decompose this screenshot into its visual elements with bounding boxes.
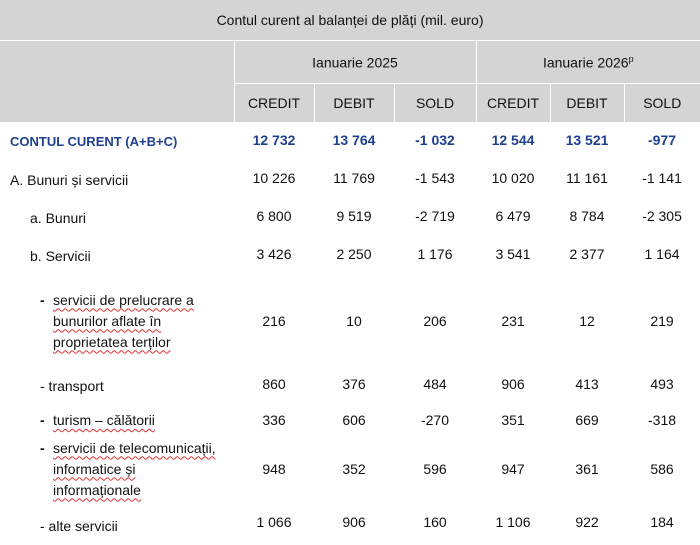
cell-value: 1 176 <box>417 246 453 262</box>
cell-value: 6 800 <box>256 208 292 224</box>
cell-value: 352 <box>342 461 366 477</box>
cell-value: 484 <box>423 376 447 392</box>
cell-value: -1 032 <box>415 132 455 148</box>
cell-value: 3 426 <box>256 246 292 262</box>
column-header-debit: DEBIT <box>314 84 394 123</box>
cell-value: 860 <box>262 376 286 392</box>
cell-value: 2 250 <box>336 246 372 262</box>
table-row <box>0 198 700 236</box>
cell-value: 606 <box>342 412 366 428</box>
cell-value: 12 544 <box>491 132 535 148</box>
row-label: CONTUL CURENT (A+B+C) <box>10 134 178 149</box>
row-label: b. Servicii <box>30 248 91 264</box>
cell-value: -2 305 <box>642 208 682 224</box>
column-header-sold: SOLD <box>624 84 700 123</box>
row-label: - servicii de prelucrare a bunurilor aflate în proprietatea terților <box>40 291 194 350</box>
period-header-2026: Ianuarie 2026$^p$ <box>476 41 700 84</box>
cell-value: 9 519 <box>336 208 372 224</box>
row-label: - turism – călătorii <box>40 412 155 428</box>
header-blank <box>0 41 234 123</box>
cell-value: 948 <box>262 461 286 477</box>
table-row <box>0 366 700 402</box>
cell-value: -1 543 <box>415 170 455 186</box>
cell-value: 12 <box>579 313 595 329</box>
cell-value: 596 <box>423 461 447 477</box>
cell-value: 6 479 <box>495 208 531 224</box>
table-row <box>0 236 700 276</box>
column-header-credit: CREDIT <box>234 84 314 123</box>
cell-value: -270 <box>420 412 450 428</box>
cell-value: 376 <box>342 376 366 392</box>
cell-value: 10 226 <box>252 170 296 186</box>
cell-value: 12 732 <box>252 132 296 148</box>
cell-value: 2 377 <box>569 246 605 262</box>
table-title: Contul curent al balanței de plăți (mil. euro) <box>216 12 484 28</box>
cell-value: 3 541 <box>495 246 531 262</box>
cell-value: 231 <box>501 313 525 329</box>
period-header-2025: Ianuarie 2025 <box>234 41 476 84</box>
cell-value: 13 764 <box>332 132 376 148</box>
cell-value: 1 106 <box>495 514 531 530</box>
table-row <box>0 402 700 434</box>
cell-value: 1 164 <box>644 246 680 262</box>
cell-value: 947 <box>501 461 525 477</box>
cell-value: 160 <box>423 514 447 530</box>
row-label: - transport <box>40 378 104 394</box>
cell-value: -977 <box>648 132 677 148</box>
cell-value: 922 <box>575 514 599 530</box>
column-header-credit: CREDIT <box>476 84 550 123</box>
row-label: - servicii de telecomunicații, informatice și informaționale <box>40 439 216 498</box>
cell-value: 351 <box>501 412 525 428</box>
cell-value: -2 719 <box>415 208 455 224</box>
cell-value: 10 020 <box>491 170 535 186</box>
row-label: a. Bunuri <box>30 210 87 226</box>
cell-value: 906 <box>501 376 525 392</box>
cell-value: 336 <box>262 412 286 428</box>
table-row <box>0 434 700 504</box>
cell-value: 13 521 <box>565 132 609 148</box>
cell-value: 184 <box>650 514 674 530</box>
cell-value: -1 141 <box>642 170 682 186</box>
cell-value: 216 <box>262 313 286 329</box>
table-row <box>0 160 700 198</box>
cell-value: 361 <box>575 461 599 477</box>
row-label: A. Bunuri și servicii <box>10 172 129 188</box>
cell-value: 8 784 <box>569 208 605 224</box>
table-row <box>0 122 700 160</box>
cell-value: 206 <box>423 313 447 329</box>
table-row <box>0 276 700 366</box>
row-label: - alte servicii <box>40 518 118 534</box>
cell-value: 11 769 <box>333 170 375 186</box>
cell-value: 413 <box>575 376 599 392</box>
column-header-sold: SOLD <box>394 84 476 123</box>
cell-value: 586 <box>650 461 674 477</box>
table-title-cell <box>0 0 700 41</box>
cell-value: 493 <box>650 376 674 392</box>
cell-value: 219 <box>650 313 674 329</box>
column-header-debit: DEBIT <box>550 84 624 123</box>
table-row <box>0 504 700 544</box>
cell-value: 669 <box>575 412 599 428</box>
cell-value: 10 <box>346 313 362 329</box>
cell-value: 11 161 <box>566 170 608 186</box>
cell-value: 906 <box>342 514 366 530</box>
cell-value: 1 066 <box>256 514 292 530</box>
cell-value: -318 <box>648 412 677 428</box>
